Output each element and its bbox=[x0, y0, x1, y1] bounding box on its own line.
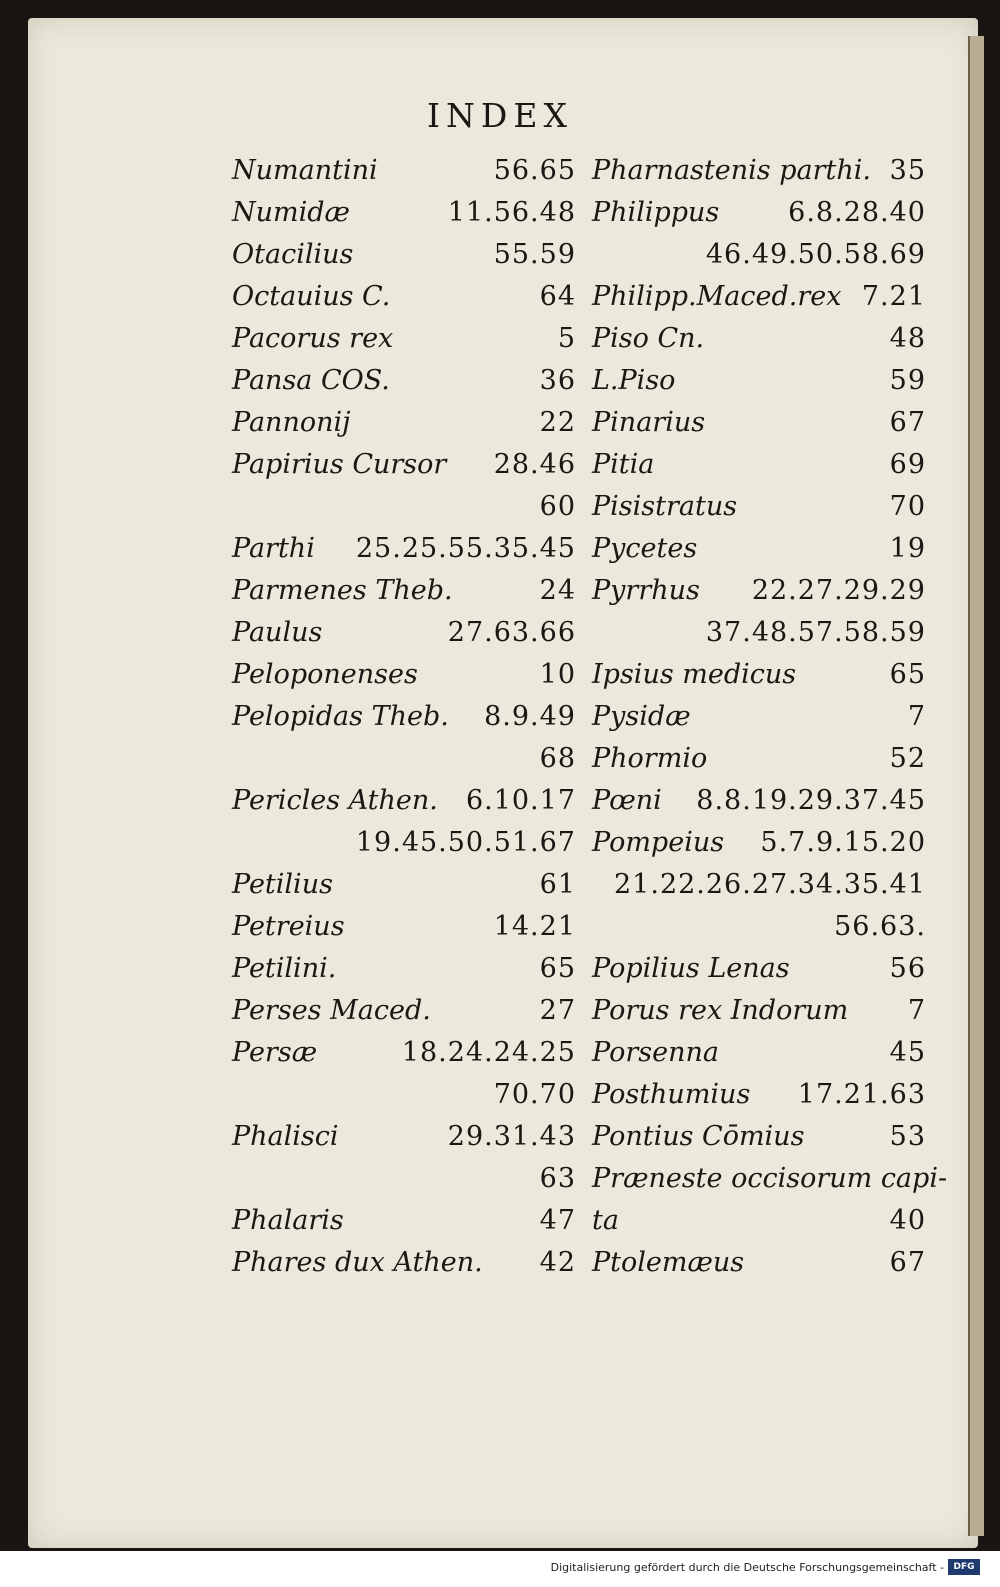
entry-name: Pontius Cōmius bbox=[592, 1121, 805, 1152]
index-entry bbox=[592, 276, 926, 318]
index-entry bbox=[232, 822, 576, 864]
entry-name: Phares dux Athen. bbox=[232, 1247, 483, 1278]
entry-name: Pitia bbox=[592, 449, 655, 480]
entry-pages: 56 bbox=[889, 953, 926, 984]
entry-pages: 5.7.9.15.20 bbox=[760, 827, 926, 858]
entry-pages: 65 bbox=[889, 659, 926, 690]
index-entry bbox=[592, 612, 926, 654]
entry-name: Numidæ bbox=[232, 197, 350, 228]
entry-pages: 70 bbox=[889, 491, 926, 522]
entry-name: Pœni bbox=[592, 785, 662, 816]
index-entry bbox=[592, 1200, 926, 1242]
entry-pages: 27 bbox=[539, 995, 576, 1026]
entry-pages: 19.45.50.51.67 bbox=[355, 827, 576, 858]
index-column-right bbox=[592, 150, 948, 1284]
entry-pages: 46.49.50.58.69 bbox=[705, 239, 926, 270]
entry-name: Pharnastenis parthi. bbox=[592, 155, 871, 186]
entry-name: Piso Cn. bbox=[592, 323, 705, 354]
entry-pages: 6.8.28.40 bbox=[788, 197, 926, 228]
entry-name: Pyrrhus bbox=[592, 575, 700, 606]
entry-pages: 17.21.63 bbox=[797, 1079, 926, 1110]
entry-pages: 56.65 bbox=[493, 155, 576, 186]
index-entry bbox=[232, 192, 576, 234]
entry-pages: 28.46 bbox=[493, 449, 576, 480]
entry-name: Pinarius bbox=[592, 407, 706, 438]
entry-name: Ipsius medicus bbox=[592, 659, 797, 690]
index-entry bbox=[592, 1074, 926, 1116]
entry-pages: 7 bbox=[907, 995, 926, 1026]
entry-name: ta bbox=[592, 1205, 619, 1236]
index-entry bbox=[232, 906, 576, 948]
entry-pages: 8.8.19.29.37.45 bbox=[696, 785, 926, 816]
index-entry bbox=[592, 738, 926, 780]
entry-pages: 67 bbox=[889, 1247, 926, 1278]
entry-name: Petilini. bbox=[232, 953, 337, 984]
index-entry bbox=[592, 1032, 926, 1074]
index-entry bbox=[592, 948, 926, 990]
entry-name: Pisistratus bbox=[592, 491, 738, 522]
entry-name: Porsenna bbox=[592, 1037, 719, 1068]
entry-name: Numantini bbox=[232, 155, 378, 186]
entry-pages: 59 bbox=[889, 365, 926, 396]
entry-pages: 25.25.55.35.45 bbox=[355, 533, 576, 564]
entry-pages: 11.56.48 bbox=[447, 197, 576, 228]
entry-name: Parthi bbox=[232, 533, 315, 564]
entry-pages: 7.21 bbox=[861, 281, 926, 312]
index-entry bbox=[232, 780, 576, 822]
index-entry bbox=[232, 570, 576, 612]
entry-name: Præneste occisorum capi- bbox=[592, 1163, 948, 1194]
entry-name: Pelopidas Theb. bbox=[232, 701, 449, 732]
index-entry bbox=[592, 696, 926, 738]
entry-name: Pericles Athen. bbox=[232, 785, 438, 816]
entry-pages: 7 bbox=[907, 701, 926, 732]
index-entry bbox=[232, 612, 576, 654]
entry-pages: 47 bbox=[539, 1205, 576, 1236]
index-entry bbox=[592, 990, 926, 1032]
index-entry bbox=[232, 1116, 576, 1158]
footer-bar bbox=[0, 1551, 1000, 1587]
index-entry bbox=[232, 318, 576, 360]
index-entry bbox=[592, 1242, 926, 1284]
index-entry bbox=[592, 906, 926, 948]
entry-name: L.Piso bbox=[592, 365, 676, 396]
index-entry bbox=[232, 486, 576, 528]
entry-name: Philippus bbox=[592, 197, 720, 228]
entry-pages: 53 bbox=[889, 1121, 926, 1152]
index-entry bbox=[232, 1158, 576, 1200]
entry-pages: 63 bbox=[539, 1163, 576, 1194]
index-entry bbox=[232, 696, 576, 738]
entry-name: Philipp.Maced.rex bbox=[592, 281, 842, 312]
entry-pages: 8.9.49 bbox=[484, 701, 576, 732]
entry-pages: 27.63.66 bbox=[447, 617, 576, 648]
index-entry bbox=[232, 948, 576, 990]
entry-pages: 22.27.29.29 bbox=[751, 575, 926, 606]
entry-pages: 18.24.24.25 bbox=[401, 1037, 576, 1068]
index-entry bbox=[232, 528, 576, 570]
entry-pages: 37.48.57.58.59 bbox=[705, 617, 926, 648]
entry-name: Phalisci bbox=[232, 1121, 339, 1152]
entry-pages: 29.31.43 bbox=[447, 1121, 576, 1152]
index-column-left bbox=[232, 150, 576, 1284]
entry-pages: 60 bbox=[539, 491, 576, 522]
index-entry bbox=[592, 822, 926, 864]
entry-pages: 52 bbox=[889, 743, 926, 774]
entry-pages: 69 bbox=[889, 449, 926, 480]
entry-pages: 10 bbox=[539, 659, 576, 690]
entry-name: Perses Maced. bbox=[232, 995, 431, 1026]
index-entry bbox=[232, 1032, 576, 1074]
index-entry bbox=[592, 1158, 948, 1200]
entry-pages: 5 bbox=[557, 323, 576, 354]
entry-pages: 21.22.26.27.34.35.41 bbox=[614, 869, 926, 900]
entry-pages: 35 bbox=[889, 155, 926, 186]
index-entry bbox=[232, 150, 576, 192]
entry-pages: 36 bbox=[539, 365, 576, 396]
index-entry bbox=[232, 444, 576, 486]
index-entry bbox=[592, 318, 926, 360]
index-entry bbox=[592, 150, 926, 192]
index-entry bbox=[232, 654, 576, 696]
entry-pages: 70.70 bbox=[493, 1079, 576, 1110]
entry-name: Persæ bbox=[232, 1037, 318, 1068]
index-entry bbox=[592, 654, 926, 696]
entry-pages: 42 bbox=[539, 1247, 576, 1278]
entry-pages: 48 bbox=[889, 323, 926, 354]
index-entry bbox=[232, 1074, 576, 1116]
index-entry bbox=[592, 528, 926, 570]
footer-credit: Digitalisierung gefördert durch die Deutsche Forschungsgemeinschaft - bbox=[550, 1561, 944, 1574]
entry-pages: 55.59 bbox=[493, 239, 576, 270]
entry-name: Pycetes bbox=[592, 533, 698, 564]
index-entry bbox=[592, 864, 926, 906]
entry-pages: 6.10.17 bbox=[465, 785, 576, 816]
entry-pages: 19 bbox=[889, 533, 926, 564]
entry-name: Phormio bbox=[592, 743, 708, 774]
index-entry bbox=[232, 1242, 576, 1284]
entry-pages: 14.21 bbox=[493, 911, 576, 942]
entry-name: Petreius bbox=[232, 911, 345, 942]
index-entry bbox=[232, 864, 576, 906]
index-entry bbox=[592, 1116, 926, 1158]
entry-pages: 24 bbox=[539, 575, 576, 606]
entry-name: Petilius bbox=[232, 869, 333, 900]
index-entry bbox=[232, 1200, 576, 1242]
entry-name: Pompeius bbox=[592, 827, 725, 858]
index-entry bbox=[232, 738, 576, 780]
index-entry bbox=[592, 234, 926, 276]
entry-pages: 68 bbox=[539, 743, 576, 774]
entry-name: Pysidæ bbox=[592, 701, 691, 732]
entry-pages: 67 bbox=[889, 407, 926, 438]
index-entry bbox=[592, 570, 926, 612]
entry-name: Pansa COS. bbox=[232, 365, 390, 396]
index-entry bbox=[232, 990, 576, 1032]
entry-pages: 56.63. bbox=[834, 911, 926, 942]
entry-name: Pannonij bbox=[232, 407, 351, 438]
entry-name: Pacorus rex bbox=[232, 323, 394, 354]
index-entry bbox=[592, 360, 926, 402]
entry-pages: 40 bbox=[889, 1205, 926, 1236]
entry-name: Phalaris bbox=[232, 1205, 344, 1236]
page-edge bbox=[968, 36, 984, 1536]
dfg-logo: DFG bbox=[948, 1559, 980, 1575]
entry-name: Otacilius bbox=[232, 239, 354, 270]
index-entry bbox=[592, 402, 926, 444]
index-entry bbox=[232, 276, 576, 318]
index-entry bbox=[592, 444, 926, 486]
entry-name: Octauius C. bbox=[232, 281, 391, 312]
entry-name: Porus rex Indorum bbox=[592, 995, 849, 1026]
index-entry bbox=[592, 192, 926, 234]
entry-pages: 65 bbox=[539, 953, 576, 984]
entry-pages: 22 bbox=[539, 407, 576, 438]
entry-name: Peloponenses bbox=[232, 659, 418, 690]
index-entry bbox=[592, 780, 926, 822]
entry-name: Ptolemæus bbox=[592, 1247, 745, 1278]
index-entry bbox=[232, 402, 576, 444]
entry-name: Posthumius bbox=[592, 1079, 751, 1110]
entry-pages: 45 bbox=[889, 1037, 926, 1068]
entry-pages: 64 bbox=[539, 281, 576, 312]
index-entry bbox=[232, 234, 576, 276]
index-entry bbox=[232, 360, 576, 402]
page-heading: INDEX bbox=[427, 96, 573, 135]
index-entry bbox=[592, 486, 926, 528]
entry-name: Paulus bbox=[232, 617, 323, 648]
entry-name: Papirius Cursor bbox=[232, 449, 447, 480]
entry-pages: 61 bbox=[539, 869, 576, 900]
entry-name: Parmenes Theb. bbox=[232, 575, 453, 606]
entry-name: Popilius Lenas bbox=[592, 953, 790, 984]
